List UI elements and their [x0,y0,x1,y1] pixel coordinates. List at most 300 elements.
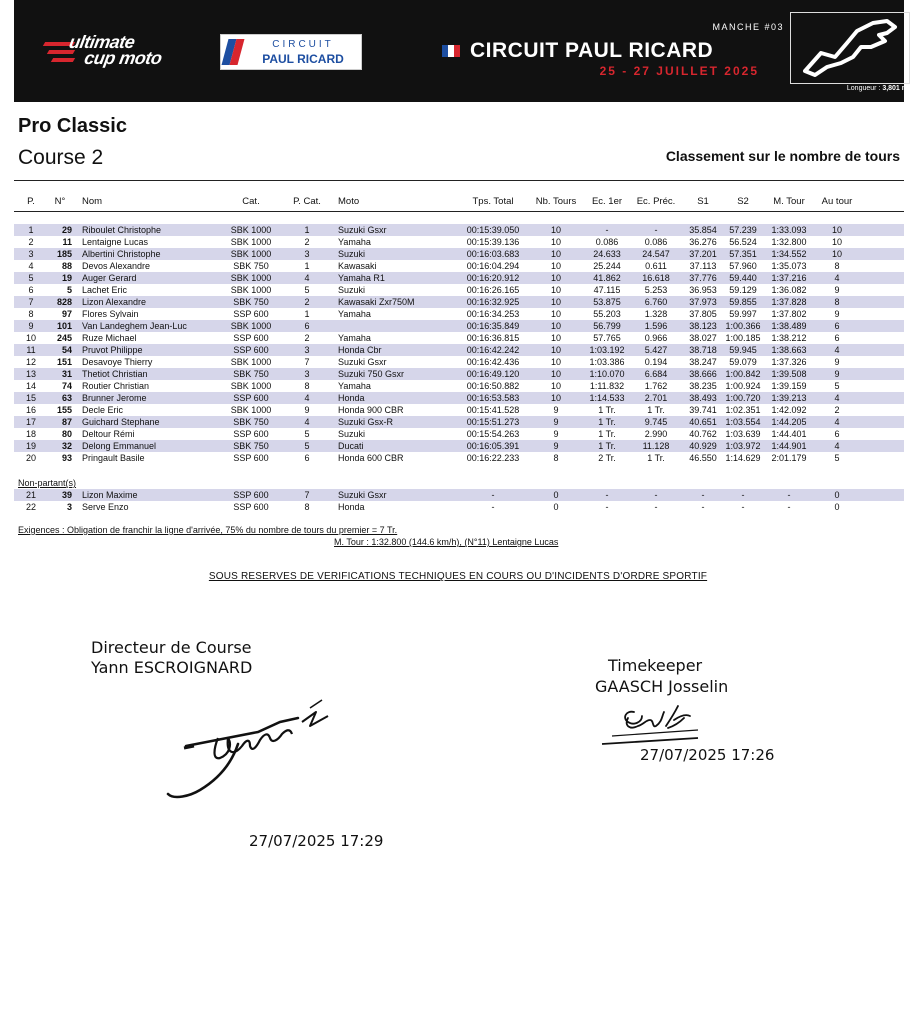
cell-at-lap: 6 [834,429,840,439]
cell-name: Pringault Basile [82,453,145,463]
cell-total-time: 00:16:20.912 [466,273,520,283]
cell-gap-prev: 1 Tr. [647,453,665,463]
cell-number: 87 [61,417,72,427]
cell-name: Desavoye Thierry [82,357,153,367]
timekeeper-signature [598,700,708,750]
cell-total-time: 00:16:42.242 [466,345,520,355]
table-row [0,260,916,272]
cell-moto: Honda [338,393,365,403]
cell-best-lap: - [787,490,791,500]
cell-category: SBK 1000 [230,381,272,391]
cell-at-lap: 4 [834,345,840,355]
cell-position: 11 [26,345,36,355]
cell-best-lap: 1:37.828 [771,297,807,307]
cell-at-lap: 8 [834,261,840,271]
cell-laps: 10 [550,237,561,247]
cell-gap-first: 47.115 [593,285,621,295]
cell-s2: 1:03.972 [725,441,761,451]
cell-laps: 10 [550,273,561,283]
cell-position: 13 [25,369,36,379]
cell-best-lap: 1:36.082 [771,285,807,295]
cell-s2: 1:03.554 [725,417,761,427]
cell-s1: 37.201 [689,249,717,259]
results-table-body [0,224,916,464]
cell-category: SBK 1000 [230,321,272,331]
cell-gap-first: - [605,502,609,512]
timekeeper-name: GAASCH Josselin [595,677,729,696]
cell-number: 88 [61,261,72,271]
cell-total-time: 00:16:49.120 [466,369,520,379]
results-table-header [0,196,916,210]
cell-s2: 57.960 [729,261,757,271]
cell-name: Auger Gerard [82,273,137,283]
cell-laps: 10 [550,261,561,271]
cell-laps: 8 [553,453,559,463]
cell-s1: 38.123 [689,321,717,331]
cell-moto: Honda 600 CBR [338,453,404,463]
cell-position: 10 [25,333,36,343]
cell-s2: 59.129 [729,285,757,295]
cell-s2: 56.524 [729,237,757,247]
cell-position: 6 [28,285,34,295]
cell-gap-prev: 2.990 [644,429,668,439]
cell-s1: - [701,490,705,500]
cell-category: SSP 600 [233,345,269,355]
cell-total-time: 00:16:03.683 [466,249,520,259]
cell-category: SSP 600 [233,502,269,512]
cell-position: 14 [25,381,36,391]
cell-category: SBK 750 [233,261,269,271]
cell-moto: Suzuki [338,249,366,259]
cell-cat-position: 9 [304,405,310,415]
logo-text-line1: ultimate [67,32,137,52]
cell-gap-prev: 2.701 [644,393,668,403]
cell-moto: Suzuki Gsxr [338,357,387,367]
cell-s1: 37.805 [689,309,717,319]
cell-category: SSP 600 [233,393,269,403]
cell-moto: Suzuki Gsx-R [338,417,394,427]
cell-gap-prev: 9.745 [644,417,668,427]
table-row [0,452,916,464]
cell-best-lap: 1:44.901 [771,441,807,451]
cell-s1: 46.550 [689,453,717,463]
cell-s1: 38.027 [689,333,717,343]
col-header-moto: Moto [338,196,360,207]
table-row [0,489,916,501]
cell-position: 15 [25,393,36,403]
cell-best-lap: - [787,502,791,512]
cell-laps: 10 [550,249,561,259]
cell-laps: 10 [550,393,561,403]
cell-gap-first: 1 Tr. [598,441,616,451]
cell-best-lap: 1:44.401 [771,429,807,439]
cell-name: Thetiot Christian [82,369,148,379]
cell-name: Lentaigne Lucas [82,237,149,247]
cell-best-lap: 1:39.159 [771,381,807,391]
cell-position: 17 [25,417,36,427]
cell-cat-position: 4 [304,417,310,427]
cell-number: 31 [61,369,72,379]
table-row [0,416,916,428]
table-row [0,296,916,308]
cell-gap-prev: 0.086 [644,237,668,247]
cell-name: Riboulet Christophe [82,225,162,235]
cell-gap-first: 24.633 [593,249,621,259]
cell-gap-first: 1:11.832 [589,381,625,391]
table-header-rule [14,211,904,212]
cell-gap-prev: 1.328 [644,309,668,319]
circuit-name: CIRCUIT PAUL RICARD [470,39,714,62]
cell-moto: Yamaha [338,309,371,319]
cell-cat-position: 2 [304,237,310,247]
cell-number: 32 [61,441,72,451]
cell-category: SBK 750 [233,297,269,307]
cell-name: Lizon Alexandre [82,297,147,307]
cell-at-lap: 10 [831,225,842,235]
cell-laps: 10 [550,357,561,367]
timekeeper-title: Timekeeper [608,656,703,675]
cell-name: Decle Eric [82,405,124,415]
cell-best-lap: 1:37.326 [771,357,807,367]
cell-s2: 59.079 [729,357,757,367]
cell-name: Albertini Christophe [82,249,161,259]
cell-laps: 10 [550,333,561,343]
cell-cat-position: 2 [304,297,310,307]
cell-gap-first: 1 Tr. [598,405,616,415]
cell-category: SBK 750 [233,369,269,379]
cell-total-time: 00:16:32.925 [466,297,520,307]
cell-s1: 38.247 [689,357,717,367]
cell-moto: Yamaha R1 [338,273,385,283]
cell-name: Brunner Jerome [82,393,147,403]
table-row [0,380,916,392]
col-header-total-time: Tps. Total [472,196,514,207]
cell-at-lap: 9 [834,357,840,367]
cell-s2: 1:00.924 [725,381,761,391]
cell-s1: 36.953 [689,285,717,295]
cell-category: SBK 1000 [230,237,272,247]
table-row [0,236,916,248]
cell-moto: Suzuki Gsxr [338,490,387,500]
classement-subtitle: Classement sur le nombre de tours [665,148,900,164]
cell-total-time: 00:15:39.136 [466,237,520,247]
cell-gap-first: 1:10.070 [589,369,625,379]
cell-cat-position: 4 [304,393,310,403]
cell-total-time: - [491,502,495,512]
col-header-category: Cat. [242,196,260,207]
cell-laps: 10 [550,369,561,379]
non-partant-table-body [0,489,916,513]
table-row [0,332,916,344]
cell-at-lap: 6 [834,333,840,343]
cell-s1: 37.776 [689,273,717,283]
table-row [0,248,916,260]
cell-number: 11 [62,237,72,247]
track-length-label: Longueur : [846,85,883,92]
cell-position: 21 [25,490,36,500]
cell-gap-prev: 1.596 [644,321,668,331]
cell-best-lap: 1:39.213 [771,393,807,403]
cell-gap-first: 2 Tr. [598,453,616,463]
cell-at-lap: 5 [834,381,840,391]
cell-laps: 10 [550,285,561,295]
cell-s1: 38.718 [689,345,717,355]
cell-gap-prev: 0.194 [644,357,668,367]
manche-label: MANCHE #03 [712,22,784,32]
cell-s1: 40.929 [689,441,717,451]
cell-name: Lachet Eric [82,285,128,295]
cell-name: Pruvot Philippe [82,345,143,355]
cell-position: 16 [25,405,36,415]
cell-moto: Suzuki [338,285,366,295]
cell-s2: - [741,490,745,500]
cell-position: 1 [28,225,34,235]
ultimate-cup-moto-logo [44,28,194,76]
cell-s1: 38.235 [689,381,717,391]
logo-text-line2: cup moto [82,48,164,68]
col-header-number: N° [54,196,66,207]
cell-laps: 10 [550,381,561,391]
cell-name: Flores Sylvain [82,309,139,319]
cell-position: 19 [25,441,36,451]
cell-best-lap: 1:35.073 [771,261,807,271]
cell-category: SBK 1000 [230,285,272,295]
cell-at-lap: 9 [834,309,840,319]
cell-number: 63 [61,393,72,403]
cell-s2: 1:00.185 [725,333,761,343]
cell-cat-position: 7 [304,490,310,500]
cell-best-lap: 1:38.663 [771,345,807,355]
cell-gap-prev: 6.760 [644,297,668,307]
cell-name: Deltour Rémi [82,429,135,439]
track-map-icon [790,12,910,84]
cell-name: Guichard Stephane [82,417,160,427]
logo-cpr-line2: PAUL RICARD [262,52,344,66]
cell-total-time: - [491,490,495,500]
cell-number: 93 [61,453,72,463]
cell-gap-first: 25.244 [593,261,621,271]
reserves-note: SOUS RESERVES DE VERIFICATIONS TECHNIQUES EN COURS OU D'INCIDENTS D'ORDRE SPORTIF [208,571,708,582]
cell-moto: Kawasaki [338,261,377,271]
requirements-note: Exigences : Obligation de franchir la ligne d'arrivée, 75% du nombre de tours du premier = 7 Tr. [18,525,398,535]
cell-s2: - [741,502,745,512]
col-header-at-lap: Au tour [821,196,853,207]
cell-laps: 10 [550,345,561,355]
cell-cat-position: 3 [304,345,310,355]
cell-category: SBK 1000 [230,225,272,235]
cell-position: 3 [28,249,34,259]
cell-number: 74 [61,381,72,391]
cell-gap-prev: 0.966 [644,333,668,343]
cell-s2: 1:03.639 [725,429,761,439]
cell-gap-first: 1:03.386 [589,357,625,367]
track-length [794,85,908,92]
cell-cat-position: 5 [304,429,310,439]
cell-s1: 37.113 [689,261,717,271]
cell-total-time: 00:15:51.273 [466,417,520,427]
col-header-gap-prev: Ec. Préc. [636,196,676,207]
cell-gap-prev: 5.427 [644,345,668,355]
cell-name: Van Landeghem Jean-Luc [82,321,187,331]
race-director-name: Yann ESCROIGNARD [91,658,253,677]
cell-s2: 59.997 [729,309,757,319]
cell-cat-position: 1 [304,309,310,319]
table-row [0,224,916,236]
cell-category: SBK 1000 [230,273,272,283]
cell-at-lap: 0 [834,502,840,512]
col-header-best-lap: M. Tour [773,196,805,207]
cell-number: 54 [61,345,72,355]
col-header-cat-position: P. Cat. [293,196,321,207]
cell-category: SBK 1000 [230,357,272,367]
cell-best-lap: 1:39.508 [771,369,807,379]
cell-cat-position: 2 [304,333,310,343]
cell-at-lap: 9 [834,369,840,379]
cell-best-lap: 1:44.205 [771,417,807,427]
cell-moto: Yamaha [338,333,371,343]
cell-at-lap: 0 [834,490,840,500]
cell-best-lap: 1:42.092 [771,405,807,415]
cell-gap-prev: 16.618 [642,273,670,283]
cell-s1: 37.973 [689,297,717,307]
header-banner [14,0,908,102]
cell-cat-position: 5 [304,441,310,451]
table-row [0,320,916,332]
cell-at-lap: 10 [831,237,842,247]
cell-cat-position: 1 [304,261,310,271]
cell-total-time: 00:16:53.583 [466,393,520,403]
table-row [0,440,916,452]
cell-total-time: 00:16:50.882 [466,381,520,391]
cell-position: 5 [28,273,34,283]
cell-name: Delong Emmanuel [82,441,157,451]
table-row [0,344,916,356]
cell-total-time: 00:16:36.815 [466,333,520,343]
cell-best-lap: 1:34.552 [771,249,807,259]
cell-s1: 38.493 [689,393,717,403]
cell-at-lap: 4 [834,273,840,283]
cell-laps: 9 [553,441,559,451]
cell-gap-first: 1 Tr. [598,429,616,439]
cell-total-time: 00:16:22.233 [466,453,520,463]
cell-s2: 59.440 [729,273,757,283]
cell-s1: - [701,502,705,512]
cell-total-time: 00:15:54.263 [466,429,520,439]
cell-s1: 39.741 [689,405,717,415]
cell-gap-prev: - [654,490,658,500]
cell-s1: 35.854 [689,225,717,235]
cell-at-lap: 4 [834,393,840,403]
col-header-s2: S2 [737,196,749,207]
cell-laps: 0 [553,490,559,500]
cell-total-time: 00:16:26.165 [466,285,520,295]
cell-best-lap: 2:01.179 [771,453,807,463]
cell-moto: Honda [338,502,365,512]
event-dates: 25 - 27 JUILLET 2025 [599,64,759,78]
col-header-laps: Nb. Tours [535,196,577,207]
cell-gap-first: 0.086 [595,237,619,247]
col-header-s1: S1 [697,196,709,207]
cell-number: 151 [56,357,72,367]
cell-best-lap: 1:33.093 [771,225,807,235]
cell-moto: Ducati [338,441,364,451]
table-row [0,392,916,404]
cell-moto: Suzuki [338,429,366,439]
logo-cpr-line1: CIRCUIT [272,39,334,50]
table-row [0,368,916,380]
cell-number: 5 [66,285,72,295]
cell-laps: 9 [553,405,559,415]
cell-name: Lizon Maxime [82,490,138,500]
cell-at-lap: 4 [834,417,840,427]
cell-s2: 57.351 [729,249,757,259]
cell-laps: 10 [550,225,561,235]
cell-laps: 10 [550,297,561,307]
cell-gap-first: 1:03.192 [589,345,625,355]
cell-position: 9 [28,321,34,331]
cell-gap-prev: - [654,225,658,235]
cell-category: SBK 1000 [230,249,272,259]
cell-category: SBK 750 [233,417,269,427]
cell-gap-first: - [605,490,609,500]
table-row [0,501,916,513]
cell-cat-position: 4 [304,273,310,283]
table-row [0,428,916,440]
non-partant-label: Non-partant(s) [18,478,77,488]
cell-total-time: 00:16:04.294 [466,261,520,271]
cell-best-lap: 1:38.489 [771,321,807,331]
cell-number: 29 [61,225,72,235]
table-row [0,356,916,368]
col-header-name: Nom [82,196,103,207]
cell-s2: 59.945 [729,345,757,355]
title-divider [14,180,904,181]
cell-gap-first: 53.875 [593,297,621,307]
circuit-paul-ricard-logo [220,34,362,70]
cell-moto: Honda 900 CBR [338,405,404,415]
race-director-title: Directeur de Course [91,638,252,657]
cell-s2: 59.855 [729,297,757,307]
cell-gap-prev: 5.253 [644,285,668,295]
cell-laps: 0 [553,502,559,512]
cell-number: 39 [61,490,72,500]
cell-total-time: 00:16:35.849 [466,321,520,331]
cell-position: 8 [28,309,34,319]
cell-cat-position: 6 [304,453,310,463]
cell-s2: 1:14.629 [725,453,761,463]
cell-cat-position: 8 [304,381,310,391]
cell-at-lap: 8 [834,297,840,307]
cell-at-lap: 5 [834,453,840,463]
cell-number: 185 [56,249,72,259]
cell-cat-position: 3 [304,249,310,259]
col-header-position: P. [27,196,35,207]
cell-s1: 40.651 [689,417,717,427]
cell-total-time: 00:16:34.253 [466,309,520,319]
cell-s1: 36.276 [689,237,717,247]
cell-position: 7 [28,297,34,307]
cell-category: SSP 600 [233,490,269,500]
cell-cat-position: 7 [304,357,310,367]
cell-laps: 9 [553,417,559,427]
cell-best-lap: 1:38.212 [771,333,807,343]
cell-gap-first: 56.799 [593,321,621,331]
col-header-gap-first: Ec. 1er [591,196,623,207]
cell-best-lap: 1:37.802 [771,309,807,319]
cell-s2: 1:00.366 [725,321,761,331]
cell-gap-prev: 24.547 [642,249,670,259]
cell-s2: 1:00.842 [725,369,761,379]
